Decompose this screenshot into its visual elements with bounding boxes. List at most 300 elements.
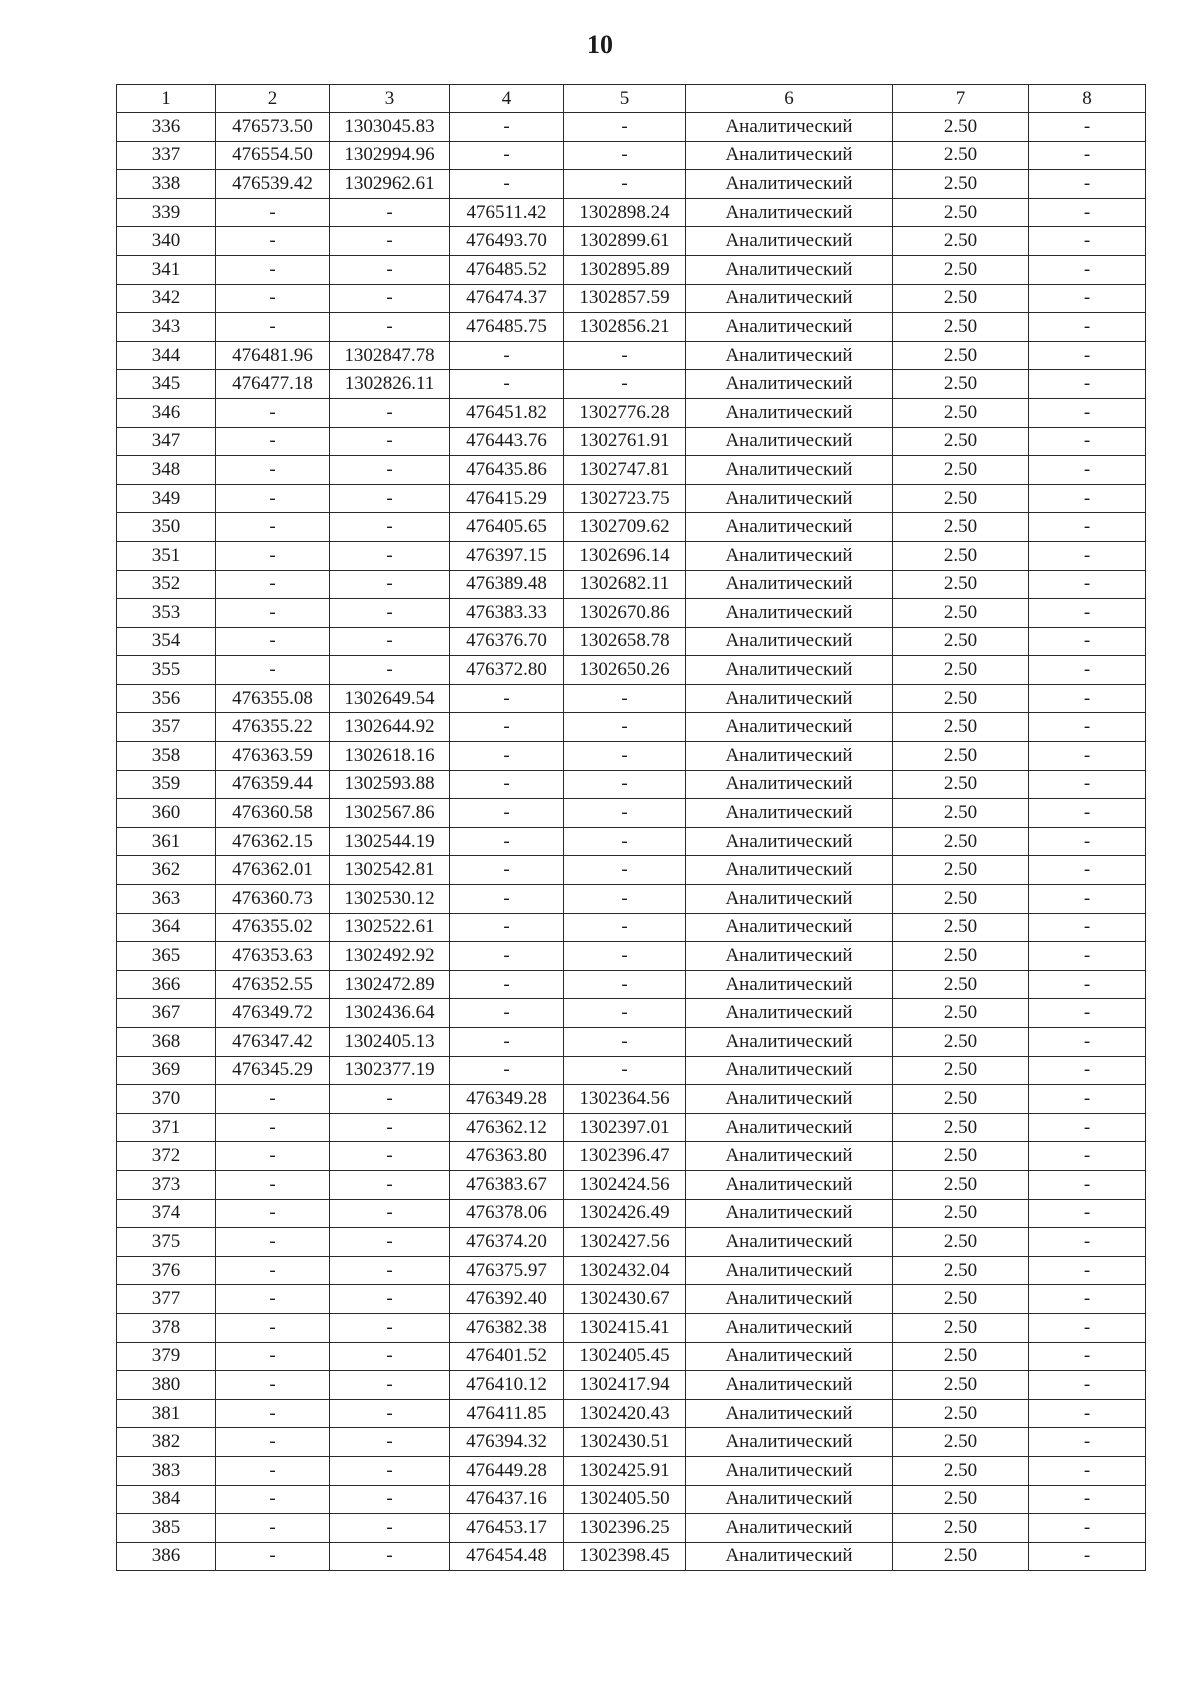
cell-coord-y-alt: 1302424.56 — [564, 1170, 686, 1199]
cell-point-number: 345 — [117, 370, 216, 399]
table-row — [117, 885, 1146, 914]
cell-coord-x-alt: - — [450, 341, 564, 370]
table-row — [117, 141, 1146, 170]
cell-method: Аналитический — [686, 370, 893, 399]
cell-method: Аналитический — [686, 1056, 893, 1085]
cell-method: Аналитический — [686, 284, 893, 313]
cell-accuracy: 2.50 — [893, 541, 1029, 570]
cell-point-number: 340 — [117, 227, 216, 256]
cell-method: Аналитический — [686, 599, 893, 628]
cell-accuracy: 2.50 — [893, 1456, 1029, 1485]
cell-note: - — [1029, 313, 1146, 342]
cell-coord-y: - — [330, 1313, 450, 1342]
cell-accuracy: 2.50 — [893, 770, 1029, 799]
cell-coord-x-alt: 476362.12 — [450, 1113, 564, 1142]
table-row — [117, 513, 1146, 542]
cell-coord-x: - — [216, 198, 330, 227]
cell-coord-y-alt: - — [564, 113, 686, 142]
cell-method: Аналитический — [686, 570, 893, 599]
cell-method: Аналитический — [686, 427, 893, 456]
cell-coord-x-alt: 476410.12 — [450, 1371, 564, 1400]
cell-coord-x-alt: - — [450, 799, 564, 828]
cell-coord-y: - — [330, 1285, 450, 1314]
cell-accuracy: 2.50 — [893, 627, 1029, 656]
table-row — [117, 284, 1146, 313]
cell-coord-y-alt: 1302364.56 — [564, 1085, 686, 1114]
cell-coord-x-alt: 476415.29 — [450, 484, 564, 513]
cell-coord-y: 1302405.13 — [330, 1028, 450, 1057]
cell-coord-y-alt: 1302856.21 — [564, 313, 686, 342]
cell-coord-x: - — [216, 1142, 330, 1171]
cell-coord-y-alt: 1302723.75 — [564, 484, 686, 513]
cell-coord-y: - — [330, 1514, 450, 1543]
cell-coord-y: - — [330, 570, 450, 599]
cell-method: Аналитический — [686, 627, 893, 656]
table-row — [117, 1028, 1146, 1057]
cell-coord-x: 476345.29 — [216, 1056, 330, 1085]
cell-coord-x-alt: 476437.16 — [450, 1485, 564, 1514]
cell-coord-y: - — [330, 1428, 450, 1457]
cell-coord-x: 476355.02 — [216, 913, 330, 942]
cell-coord-y: - — [330, 1342, 450, 1371]
cell-method: Аналитический — [686, 513, 893, 542]
cell-coord-x: - — [216, 284, 330, 313]
cell-accuracy: 2.50 — [893, 1142, 1029, 1171]
cell-coord-x: - — [216, 513, 330, 542]
cell-note: - — [1029, 1228, 1146, 1257]
cell-method: Аналитический — [686, 227, 893, 256]
cell-point-number: 364 — [117, 913, 216, 942]
cell-coord-y: 1302472.89 — [330, 970, 450, 999]
cell-coord-y-alt: - — [564, 942, 686, 971]
cell-method: Аналитический — [686, 1170, 893, 1199]
cell-coord-y: - — [330, 427, 450, 456]
cell-coord-x-alt: 476383.67 — [450, 1170, 564, 1199]
cell-note: - — [1029, 1085, 1146, 1114]
cell-accuracy: 2.50 — [893, 1056, 1029, 1085]
cell-coord-x-alt: - — [450, 970, 564, 999]
cell-note: - — [1029, 1170, 1146, 1199]
cell-point-number: 386 — [117, 1542, 216, 1571]
cell-point-number: 339 — [117, 198, 216, 227]
table-row — [117, 341, 1146, 370]
cell-point-number: 358 — [117, 742, 216, 771]
cell-method: Аналитический — [686, 713, 893, 742]
cell-coord-x-alt: - — [450, 713, 564, 742]
cell-accuracy: 2.50 — [893, 284, 1029, 313]
cell-coord-x-alt: 476511.42 — [450, 198, 564, 227]
cell-accuracy: 2.50 — [893, 456, 1029, 485]
cell-accuracy: 2.50 — [893, 999, 1029, 1028]
cell-point-number: 355 — [117, 656, 216, 685]
cell-coord-x-alt: 476376.70 — [450, 627, 564, 656]
cell-accuracy: 2.50 — [893, 1428, 1029, 1457]
cell-coord-x-alt: 476401.52 — [450, 1342, 564, 1371]
table-row — [117, 456, 1146, 485]
cell-coord-x-alt: 476485.75 — [450, 313, 564, 342]
cell-coord-x: 476477.18 — [216, 370, 330, 399]
cell-coord-x: 476481.96 — [216, 341, 330, 370]
table-row — [117, 198, 1146, 227]
cell-method: Аналитический — [686, 113, 893, 142]
cell-coord-y: - — [330, 1256, 450, 1285]
cell-note: - — [1029, 1056, 1146, 1085]
cell-coord-y-alt: 1302427.56 — [564, 1228, 686, 1257]
cell-coord-y-alt: 1302776.28 — [564, 398, 686, 427]
table-row — [117, 570, 1146, 599]
cell-coord-y: - — [330, 656, 450, 685]
cell-accuracy: 2.50 — [893, 255, 1029, 284]
cell-point-number: 371 — [117, 1113, 216, 1142]
cell-note: - — [1029, 1399, 1146, 1428]
cell-coord-x-alt: - — [450, 1056, 564, 1085]
cell-point-number: 360 — [117, 799, 216, 828]
cell-accuracy: 2.50 — [893, 1542, 1029, 1571]
cell-accuracy: 2.50 — [893, 1514, 1029, 1543]
cell-coord-y: - — [330, 541, 450, 570]
cell-coord-x: - — [216, 1371, 330, 1400]
cell-method: Аналитический — [686, 141, 893, 170]
cell-point-number: 384 — [117, 1485, 216, 1514]
cell-point-number: 341 — [117, 255, 216, 284]
cell-note: - — [1029, 1428, 1146, 1457]
table-body — [117, 85, 1146, 1571]
cell-point-number: 356 — [117, 684, 216, 713]
cell-coord-x-alt: - — [450, 113, 564, 142]
cell-coord-x-alt: 476397.15 — [450, 541, 564, 570]
cell-accuracy: 2.50 — [893, 313, 1029, 342]
cell-coord-x-alt: 476382.38 — [450, 1313, 564, 1342]
cell-coord-x-alt: 476443.76 — [450, 427, 564, 456]
table-row — [117, 856, 1146, 885]
table-row — [117, 1142, 1146, 1171]
cell-coord-y-alt: 1302895.89 — [564, 255, 686, 284]
cell-method: Аналитический — [686, 770, 893, 799]
cell-note: - — [1029, 398, 1146, 427]
cell-point-number: 352 — [117, 570, 216, 599]
table-row — [117, 684, 1146, 713]
cell-coord-x-alt: - — [450, 885, 564, 914]
cell-coord-x: 476362.15 — [216, 827, 330, 856]
cell-note: - — [1029, 827, 1146, 856]
table-row — [117, 713, 1146, 742]
cell-coord-y: - — [330, 255, 450, 284]
table-row — [117, 255, 1146, 284]
cell-note: - — [1029, 113, 1146, 142]
cell-coord-x: - — [216, 313, 330, 342]
cell-point-number: 374 — [117, 1199, 216, 1228]
cell-note: - — [1029, 713, 1146, 742]
table-row — [117, 113, 1146, 142]
cell-coord-x-alt: 476349.28 — [450, 1085, 564, 1114]
cell-coord-x: 476363.59 — [216, 742, 330, 771]
cell-point-number: 383 — [117, 1456, 216, 1485]
cell-coord-x-alt: 476449.28 — [450, 1456, 564, 1485]
cell-coord-y: - — [330, 313, 450, 342]
cell-coord-y-alt: - — [564, 913, 686, 942]
cell-accuracy: 2.50 — [893, 570, 1029, 599]
cell-note: - — [1029, 1028, 1146, 1057]
cell-point-number: 338 — [117, 170, 216, 199]
header-cell: 7 — [893, 85, 1029, 113]
cell-note: - — [1029, 198, 1146, 227]
cell-method: Аналитический — [686, 799, 893, 828]
cell-note: - — [1029, 656, 1146, 685]
cell-method: Аналитический — [686, 1113, 893, 1142]
cell-method: Аналитический — [686, 856, 893, 885]
cell-point-number: 359 — [117, 770, 216, 799]
cell-note: - — [1029, 255, 1146, 284]
cell-coord-y-alt: - — [564, 770, 686, 799]
cell-coord-y-alt: 1302430.67 — [564, 1285, 686, 1314]
cell-coord-y: - — [330, 198, 450, 227]
cell-note: - — [1029, 1371, 1146, 1400]
cell-method: Аналитический — [686, 1313, 893, 1342]
cell-coord-x: 476353.63 — [216, 942, 330, 971]
cell-coord-y-alt: - — [564, 713, 686, 742]
cell-coord-y-alt: 1302405.45 — [564, 1342, 686, 1371]
cell-coord-x: - — [216, 599, 330, 628]
cell-method: Аналитический — [686, 1371, 893, 1400]
cell-coord-y: 1302994.96 — [330, 141, 450, 170]
cell-accuracy: 2.50 — [893, 885, 1029, 914]
cell-accuracy: 2.50 — [893, 1113, 1029, 1142]
cell-coord-y-alt: 1302709.62 — [564, 513, 686, 542]
cell-method: Аналитический — [686, 1085, 893, 1114]
cell-coord-y-alt: - — [564, 1056, 686, 1085]
cell-accuracy: 2.50 — [893, 513, 1029, 542]
cell-coord-y-alt: 1302396.25 — [564, 1514, 686, 1543]
table-row — [117, 627, 1146, 656]
cell-note: - — [1029, 227, 1146, 256]
cell-accuracy: 2.50 — [893, 942, 1029, 971]
cell-coord-y-alt: 1302898.24 — [564, 198, 686, 227]
cell-coord-y-alt: - — [564, 141, 686, 170]
table-row — [117, 1456, 1146, 1485]
cell-coord-y: - — [330, 1170, 450, 1199]
header-cell: 8 — [1029, 85, 1146, 113]
cell-coord-y-alt: 1302432.04 — [564, 1256, 686, 1285]
cell-point-number: 351 — [117, 541, 216, 570]
cell-coord-x-alt: 476363.80 — [450, 1142, 564, 1171]
cell-method: Аналитический — [686, 1428, 893, 1457]
table-row — [117, 313, 1146, 342]
table-row — [117, 170, 1146, 199]
table-row — [117, 1399, 1146, 1428]
cell-coord-x-alt: 476378.06 — [450, 1199, 564, 1228]
table-row — [117, 799, 1146, 828]
cell-point-number: 367 — [117, 999, 216, 1028]
cell-note: - — [1029, 1342, 1146, 1371]
cell-accuracy: 2.50 — [893, 398, 1029, 427]
cell-point-number: 382 — [117, 1428, 216, 1457]
cell-coord-x-alt: 476474.37 — [450, 284, 564, 313]
cell-note: - — [1029, 684, 1146, 713]
cell-method: Аналитический — [686, 827, 893, 856]
cell-point-number: 350 — [117, 513, 216, 542]
table-row — [117, 1542, 1146, 1571]
cell-note: - — [1029, 541, 1146, 570]
table-row — [117, 770, 1146, 799]
cell-note: - — [1029, 1113, 1146, 1142]
cell-coord-x: - — [216, 1170, 330, 1199]
cell-coord-y-alt: 1302415.41 — [564, 1313, 686, 1342]
cell-coord-x: - — [216, 255, 330, 284]
cell-note: - — [1029, 1199, 1146, 1228]
cell-note: - — [1029, 1256, 1146, 1285]
cell-accuracy: 2.50 — [893, 370, 1029, 399]
cell-note: - — [1029, 427, 1146, 456]
cell-coord-x-alt: 476453.17 — [450, 1514, 564, 1543]
cell-accuracy: 2.50 — [893, 1028, 1029, 1057]
cell-coord-x: 476352.55 — [216, 970, 330, 999]
cell-accuracy: 2.50 — [893, 1285, 1029, 1314]
cell-method: Аналитический — [686, 255, 893, 284]
cell-coord-x: - — [216, 570, 330, 599]
cell-coord-x: 476359.44 — [216, 770, 330, 799]
cell-coord-y: - — [330, 627, 450, 656]
cell-coord-x: 476554.50 — [216, 141, 330, 170]
cell-point-number: 349 — [117, 484, 216, 513]
cell-coord-x: - — [216, 427, 330, 456]
cell-coord-x: 476360.58 — [216, 799, 330, 828]
cell-coord-x: - — [216, 1085, 330, 1114]
cell-coord-y-alt: - — [564, 970, 686, 999]
cell-coord-y: - — [330, 1456, 450, 1485]
cell-accuracy: 2.50 — [893, 141, 1029, 170]
cell-coord-x-alt: - — [450, 827, 564, 856]
cell-method: Аналитический — [686, 170, 893, 199]
cell-coord-x-alt: 476411.85 — [450, 1399, 564, 1428]
cell-accuracy: 2.50 — [893, 970, 1029, 999]
cell-method: Аналитический — [686, 684, 893, 713]
cell-note: - — [1029, 970, 1146, 999]
cell-method: Аналитический — [686, 1285, 893, 1314]
cell-point-number: 376 — [117, 1256, 216, 1285]
cell-coord-y: - — [330, 456, 450, 485]
table-row — [117, 1285, 1146, 1314]
cell-coord-y-alt: - — [564, 999, 686, 1028]
cell-coord-y: 1302962.61 — [330, 170, 450, 199]
page-number: 10 — [587, 30, 613, 59]
header-cell: 6 — [686, 85, 893, 113]
cell-coord-x: 476539.42 — [216, 170, 330, 199]
cell-point-number: 348 — [117, 456, 216, 485]
cell-coord-y-alt: 1302696.14 — [564, 541, 686, 570]
cell-coord-x-alt: 476485.52 — [450, 255, 564, 284]
cell-note: - — [1029, 1485, 1146, 1514]
cell-method: Аналитический — [686, 1256, 893, 1285]
cell-coord-x: - — [216, 1485, 330, 1514]
cell-coord-y-alt: 1302420.43 — [564, 1399, 686, 1428]
cell-point-number: 344 — [117, 341, 216, 370]
cell-point-number: 370 — [117, 1085, 216, 1114]
cell-coord-y: 1302530.12 — [330, 885, 450, 914]
table-row — [117, 827, 1146, 856]
cell-coord-y: - — [330, 1085, 450, 1114]
cell-method: Аналитический — [686, 913, 893, 942]
cell-accuracy: 2.50 — [893, 227, 1029, 256]
cell-accuracy: 2.50 — [893, 742, 1029, 771]
cell-point-number: 368 — [117, 1028, 216, 1057]
cell-accuracy: 2.50 — [893, 427, 1029, 456]
table-row — [117, 398, 1146, 427]
cell-coord-x: - — [216, 1514, 330, 1543]
cell-note: - — [1029, 885, 1146, 914]
cell-coord-y-alt: - — [564, 799, 686, 828]
cell-coord-x: - — [216, 656, 330, 685]
cell-note: - — [1029, 913, 1146, 942]
cell-point-number: 343 — [117, 313, 216, 342]
cell-coord-x: 476349.72 — [216, 999, 330, 1028]
table-row — [117, 1199, 1146, 1228]
cell-method: Аналитический — [686, 1514, 893, 1543]
cell-coord-y: 1302847.78 — [330, 341, 450, 370]
cell-coord-x: - — [216, 1399, 330, 1428]
cell-coord-y-alt: 1302396.47 — [564, 1142, 686, 1171]
cell-accuracy: 2.50 — [893, 170, 1029, 199]
cell-point-number: 373 — [117, 1170, 216, 1199]
cell-coord-x: - — [216, 1256, 330, 1285]
table-row — [117, 1313, 1146, 1342]
cell-note: - — [1029, 341, 1146, 370]
cell-coord-x: - — [216, 1313, 330, 1342]
cell-coord-y-alt: 1302426.49 — [564, 1199, 686, 1228]
cell-point-number: 380 — [117, 1371, 216, 1400]
cell-point-number: 372 — [117, 1142, 216, 1171]
cell-coord-y: - — [330, 398, 450, 427]
cell-coord-y: - — [330, 284, 450, 313]
cell-point-number: 337 — [117, 141, 216, 170]
cell-coord-x: - — [216, 1228, 330, 1257]
cell-point-number: 346 — [117, 398, 216, 427]
cell-coord-y-alt: - — [564, 170, 686, 199]
cell-point-number: 354 — [117, 627, 216, 656]
cell-accuracy: 2.50 — [893, 599, 1029, 628]
cell-point-number: 375 — [117, 1228, 216, 1257]
cell-coord-y-alt: 1302405.50 — [564, 1485, 686, 1514]
cell-coord-y: - — [330, 1199, 450, 1228]
cell-accuracy: 2.50 — [893, 1371, 1029, 1400]
cell-coord-x: - — [216, 1456, 330, 1485]
cell-point-number: 377 — [117, 1285, 216, 1314]
cell-coord-y-alt: 1302899.61 — [564, 227, 686, 256]
cell-note: - — [1029, 1285, 1146, 1314]
table-row — [117, 599, 1146, 628]
cell-method: Аналитический — [686, 1542, 893, 1571]
cell-accuracy: 2.50 — [893, 1399, 1029, 1428]
table-row — [117, 970, 1146, 999]
cell-coord-x: 476360.73 — [216, 885, 330, 914]
cell-accuracy: 2.50 — [893, 1485, 1029, 1514]
cell-note: - — [1029, 456, 1146, 485]
cell-accuracy: 2.50 — [893, 799, 1029, 828]
cell-coord-x: - — [216, 627, 330, 656]
cell-point-number: 365 — [117, 942, 216, 971]
cell-coord-y-alt: - — [564, 827, 686, 856]
table-row — [117, 1371, 1146, 1400]
header-row — [117, 85, 1146, 113]
cell-coord-y: - — [330, 1113, 450, 1142]
table-row — [117, 1256, 1146, 1285]
table-row — [117, 1342, 1146, 1371]
cell-point-number: 369 — [117, 1056, 216, 1085]
cell-coord-y-alt: - — [564, 370, 686, 399]
cell-coord-y-alt: 1302682.11 — [564, 570, 686, 599]
cell-coord-x: - — [216, 398, 330, 427]
cell-coord-y: 1303045.83 — [330, 113, 450, 142]
cell-method: Аналитический — [686, 541, 893, 570]
